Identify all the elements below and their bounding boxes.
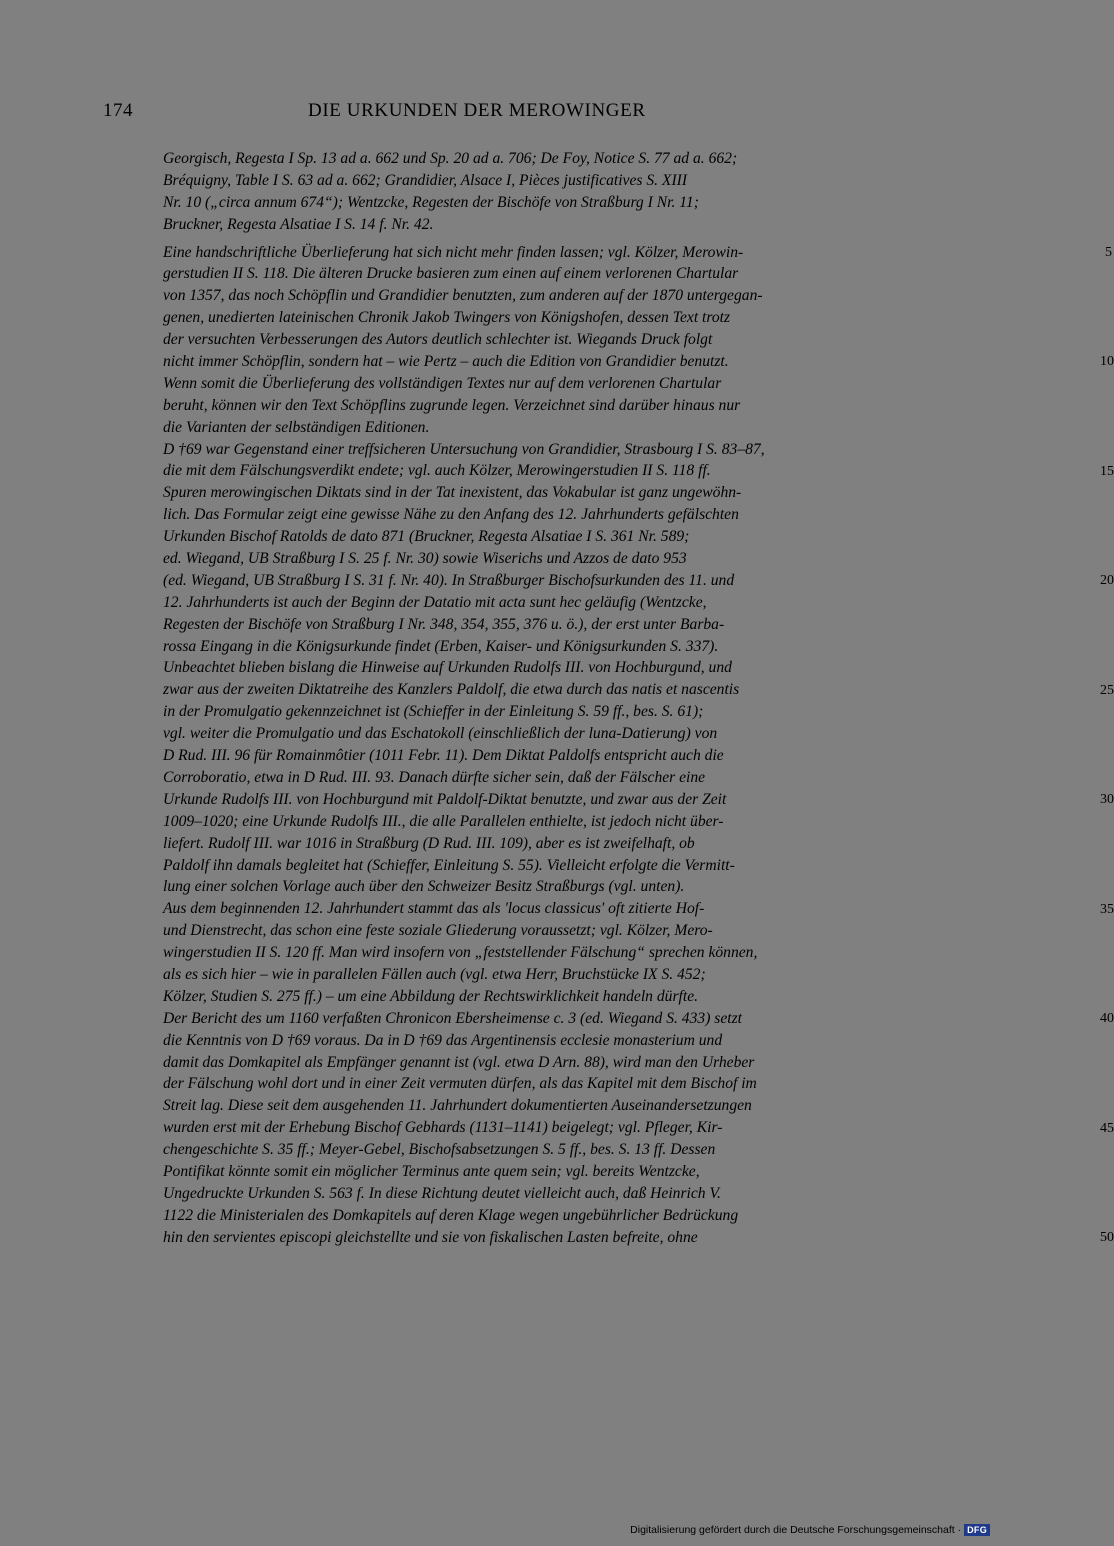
margin-line-number: 50	[1100, 1230, 1114, 1246]
text-line: Georgisch, Regesta I Sp. 13 ad a. 662 und Sp. 20 ad a. 706; De Foy, Notice S. 77 ad a. 662;	[163, 150, 738, 167]
text-line: Regesten der Bischöfe von Straßburg I Nr. 348, 354, 355, 376 u. ö.), der erst unter Barba-	[163, 615, 725, 633]
text-line: die mit dem Fälschungsverdikt endete; vgl. auch Kölzer, Merowingerstudien II S. 118 ff.	[163, 462, 711, 480]
text-line: Unbeachtet blieben bislang die Hinweise auf Urkunden Rudolfs III. von Hochburgund, und	[163, 659, 732, 677]
text-line: Aus dem beginnenden 12. Jahrhundert stammt das als 'locus classicus' oft zitierte Hof-	[163, 900, 705, 918]
text-line: rossa Eingang in die Königsurkunde findet (Erben, Kaiser- und Königsurkunden S. 337).	[163, 637, 719, 655]
text-line: Corroboratio, etwa in D Rud. III. 93. Danach dürfte sicher sein, daß der Fälscher eine	[163, 768, 706, 786]
margin-line-number: 15	[1100, 463, 1114, 479]
margin-line-number: 30	[1100, 792, 1114, 808]
text-line: liefert. Rudolf III. war 1016 in Straßburg (D Rud. III. 109), aber es ist zweifelhaft, ob	[163, 834, 695, 852]
text-line: gerstudien II S. 118. Die älteren Drucke basieren zum einen auf einem verlorenen Chartular	[163, 265, 739, 283]
margin-line-number: 10	[1100, 354, 1114, 370]
text-line: von 1357, das noch Schöpflin und Grandidier benutzten, zum anderen auf der 1870 untergegan-	[163, 287, 763, 305]
text-line: die Varianten der selbständigen Editionen.	[163, 418, 430, 436]
text-line: als es sich hier – wie in parallelen Fällen auch (vgl. etwa Herr, Bruchstücke IX S. 452;	[163, 965, 706, 983]
text-line: die Kenntnis von D †69 voraus. Da in D †69 das Argentinensis ecclesie monasterium und	[163, 1031, 723, 1049]
text-line: hin den servientes episcopi gleichstellte und sie von fiskalischen Lasten befreite, ohne	[163, 1228, 698, 1246]
text-line: chengeschichte S. 35 ff.; Meyer-Gebel, Bischofsabsetzungen S. 5 ff., bes. S. 13 ff. Dessen	[163, 1141, 716, 1159]
text-line: Paldolf ihn damals begleitet hat (Schieffer, Einleitung S. 55). Vielleicht erfolgte die Vermitt-	[163, 856, 735, 874]
text-line: genen, unedierten lateinischen Chronik Jakob Twingers von Königshofen, dessen Text trotz	[163, 309, 731, 327]
margin-line-number: 35	[1100, 901, 1114, 917]
text-line: 12. Jahrhunderts ist auch der Beginn der Datatio mit acta sunt hec geläufig (Wentzcke,	[163, 593, 707, 611]
text-line: Bréquigny, Table I S. 63 ad a. 662; Grandidier, Alsace I, Pièces justificatives S. XIII	[163, 171, 688, 189]
text-line: zwar aus der zweiten Diktatreihe des Kanzlers Paldolf, die etwa durch das natis et nascentis	[163, 681, 740, 699]
funding-note: Digitalisierung gefördert durch die Deutsche Forschungsgemeinschaft ·	[630, 1524, 962, 1536]
text-line: D †69 war Gegenstand einer treffsicheren Untersuchung von Grandidier, Strasbourg I S. 83–87,	[163, 440, 765, 458]
text-line: ed. Wiegand, UB Straßburg I S. 25 f. Nr. 30) sowie Wiserichs und Azzos de dato 953	[163, 550, 687, 568]
margin-line-number: 45	[1100, 1120, 1114, 1136]
text-line: Streit lag. Diese seit dem ausgehenden 11. Jahrhundert dokumentierten Auseinandersetzungen	[163, 1097, 752, 1115]
text-line: Urkunden Bischof Ratolds de dato 871 (Bruckner, Regesta Alsatiae I S. 361 Nr. 589;	[163, 528, 690, 546]
text-line: 1122 die Ministerialen des Domkapitels auf deren Klage wegen ungebührlicher Bedrückung	[163, 1206, 739, 1224]
text-line: Der Bericht des um 1160 verfaßten Chronicon Ebersheimense c. 3 (ed. Wiegand S. 433) setzt	[163, 1009, 743, 1027]
margin-line-number: 40	[1100, 1011, 1114, 1027]
text-line: der versuchten Verbesserungen des Autors deutlich schlechter ist. Wiegands Druck folgt	[163, 331, 713, 349]
text-line: 1009–1020; eine Urkunde Rudolfs III., die alle Parallelen enthielte, ist jedoch nicht über-	[163, 812, 724, 830]
body-text	[163, 148, 1114, 1249]
text-line: nicht immer Schöpflin, sondern hat – wie Pertz – auch die Edition von Grandidier benutzt.	[163, 353, 729, 371]
text-line: Urkunde Rudolfs III. von Hochburgund mit Paldolf-Diktat benutzte, und zwar aus der Zeit	[163, 790, 727, 808]
text-line: der Fälschung wohl dort und in einer Zeit vermuten dürfen, als das Kapitel mit dem Bischof im	[163, 1075, 757, 1093]
text-line: D Rud. III. 96 für Romainmôtier (1011 Febr. 11). Dem Diktat Paldolfs entspricht auch die	[163, 747, 724, 765]
text-line: lung einer solchen Vorlage auch über den Schweizer Besitz Straßburgs (vgl. unten).	[163, 878, 685, 896]
bibliography-paragraph	[163, 148, 879, 236]
text-line: (ed. Wiegand, UB Straßburg I S. 31 f. Nr. 40). In Straßburger Bischofsurkunden des 11. und	[163, 571, 735, 589]
dfg-logo: DFG	[964, 1524, 990, 1536]
text-line: lich. Das Formular zeigt eine gewisse Nähe zu den Anfang des 12. Jahrhunderts gefälschten	[163, 506, 739, 524]
text-line: Kölzer, Studien S. 275 ff.) – um eine Abbildung der Rechtswirklichkeit handeln dürfte.	[163, 987, 699, 1005]
margin-line-number: 25	[1100, 682, 1114, 698]
text-line: wingerstudien II S. 120 ff. Man wird insofern von „feststellender Fälschung“ sprechen können,	[163, 944, 758, 962]
commentary-paragraph	[163, 242, 879, 1249]
text-line: und Dienstrecht, das schon eine feste soziale Gliederung voraussetzt; vgl. Kölzer, Mero-	[163, 922, 713, 940]
text-line: damit das Domkapitel als Empfänger genannt ist (vgl. etwa D Arn. 88), wird man den Urheber	[163, 1053, 755, 1071]
text-line: Bruckner, Regesta Alsatiae I S. 14 f. Nr. 42.	[163, 215, 434, 233]
text-line: in der Promulgatio gekennzeichnet ist (Schieffer in der Einleitung S. 59 ff., bes. S. 61);	[163, 703, 704, 721]
margin-line-number: 20	[1100, 573, 1114, 589]
text-line: Eine handschriftliche Überlieferung hat sich nicht mehr finden lassen; vgl. Kölzer, Merowin-	[163, 243, 744, 261]
text-line: Wenn somit die Überlieferung des vollständigen Textes nur auf dem verlorenen Chartular	[163, 374, 722, 392]
text-line: vgl. weiter die Promulgatio und das Eschatokoll (einschließlich der luna-Datierung) von	[163, 725, 718, 743]
margin-line-number: 5	[1105, 244, 1112, 260]
page-number: 174	[103, 100, 133, 121]
text-line: Ungedruckte Urkunden S. 563 f. In diese Richtung deutet vielleicht auch, daß Heinrich V.	[163, 1184, 721, 1202]
text-line: Pontifikat könnte somit ein möglicher Terminus ante quem sein; vgl. bereits Wentzcke,	[163, 1162, 700, 1180]
running-head: DIE URKUNDEN DER MEROWINGER	[308, 100, 646, 121]
footer	[630, 1524, 990, 1536]
text-line: Spuren merowingischen Diktats sind in der Tat inexistent, das Vokabular ist ganz ungewöhn-	[163, 484, 742, 502]
text-line: wurden erst mit der Erhebung Bischof Gebhards (1131–1141) beigelegt; vgl. Pfleger, Kir-	[163, 1119, 723, 1137]
text-line: beruht, können wir den Text Schöpflins zugrunde legen. Verzeichnet sind darüber hinaus nur	[163, 396, 741, 414]
text-line: Nr. 10 („circa annum 674“); Wentzcke, Regesten der Bischöfe von Straßburg I Nr. 11;	[163, 193, 699, 211]
